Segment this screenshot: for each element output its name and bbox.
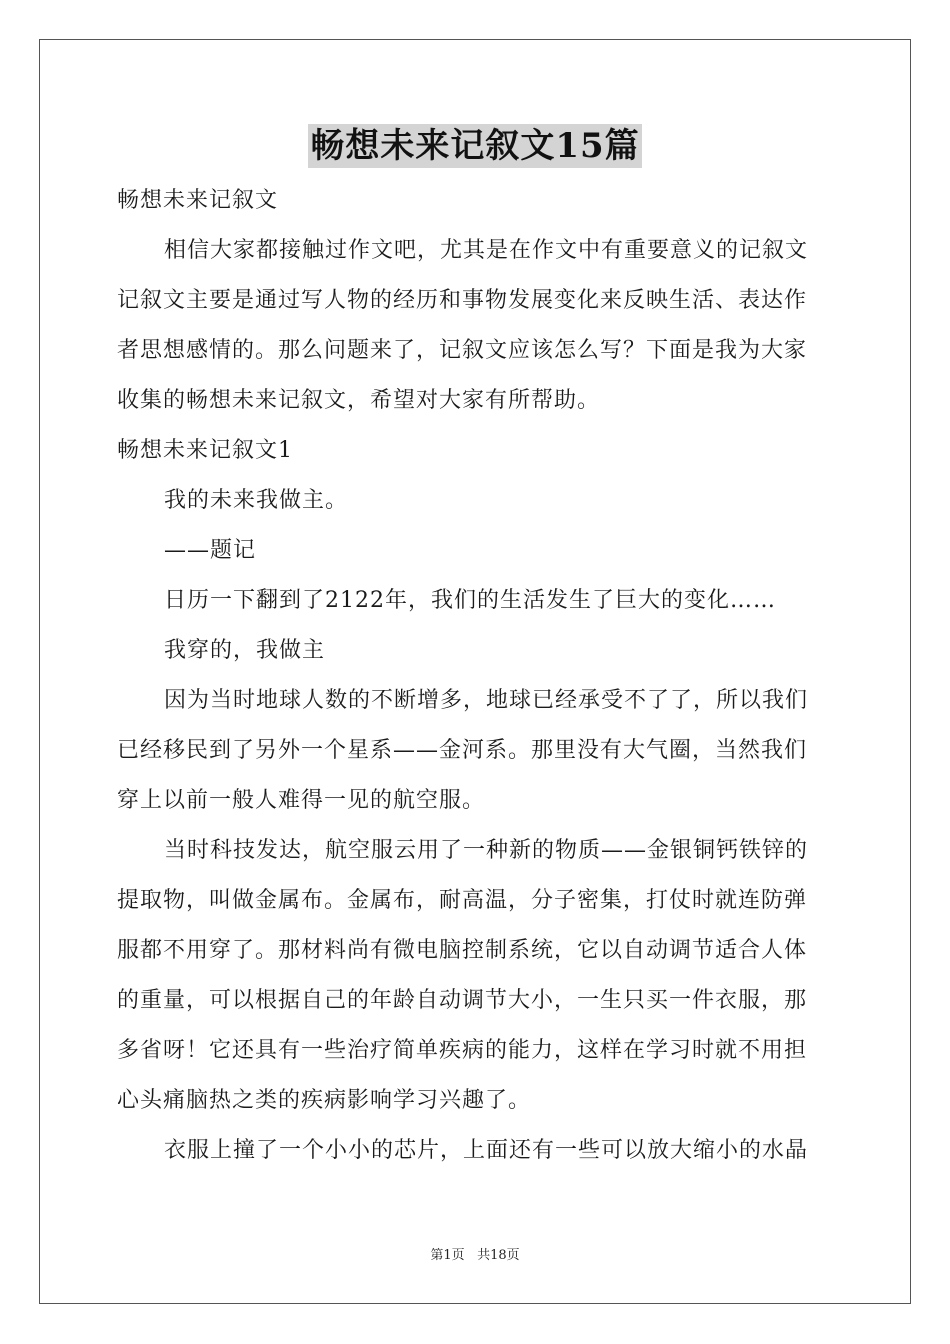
text-line: 当时科技发达，航空服云用了一种新的物质——金银铜钙铁锌的: [164, 838, 809, 863]
text-line: 我穿的，我做主: [164, 638, 326, 663]
text-line: 畅想未来记叙文: [117, 188, 279, 213]
text-line: 穿上以前一般人难得一见的航空服。: [117, 788, 486, 813]
text-line: 记叙文主要是通过写人物的经历和事物发展变化来反映生活、表达作: [117, 288, 808, 313]
text-line: 已经移民到了另外一个星系——金河系。那里没有大气圈，当然我们: [117, 738, 808, 763]
page-number-current: 第1页: [430, 1248, 465, 1263]
text-line: 多省呀！它还具有一些治疗简单疾病的能力，这样在学习时就不用担: [117, 1038, 808, 1063]
text-line: 因为当时地球人数的不断增多，地球已经承受不了了，所以我们: [164, 688, 809, 713]
text-line: 相信大家都接触过作文吧，尤其是在作文中有重要意义的记叙文: [164, 238, 809, 263]
text-line: 服都不用穿了。那材料尚有微电脑控制系统，它以自动调节适合人体: [117, 938, 808, 963]
text-line: 的重量，可以根据自己的年龄自动调节大小，一生只买一件衣服，那: [117, 988, 808, 1013]
text-line: ——题记: [164, 538, 257, 563]
text-line: 收集的畅想未来记叙文，希望对大家有所帮助。: [117, 388, 601, 413]
text-line: 畅想未来记叙文1: [117, 438, 293, 463]
text-line: 我的未来我做主。: [164, 488, 349, 513]
text-line: 心头痛脑热之类的疾病影响学习兴趣了。: [117, 1088, 532, 1113]
text-line: 日历一下翻到了2122年，我们的生活发生了巨大的变化……: [164, 588, 776, 613]
text-line: 衣服上撞了一个小小的芯片，上面还有一些可以放大缩小的水晶: [164, 1138, 809, 1163]
text-line: 者思想感情的。那么问题来了，记叙文应该怎么写？下面是我为大家: [117, 338, 808, 363]
text-line: 提取物，叫做金属布。金属布，耐高温，分子密集，打仗时就连防弹: [117, 888, 808, 913]
page-footer: [0, 1247, 950, 1265]
page-number-total: 共18页: [477, 1248, 520, 1263]
document-body: [117, 176, 831, 1176]
title-container: [0, 124, 950, 168]
document-title: 畅想未来记叙文15篇: [310, 126, 640, 166]
